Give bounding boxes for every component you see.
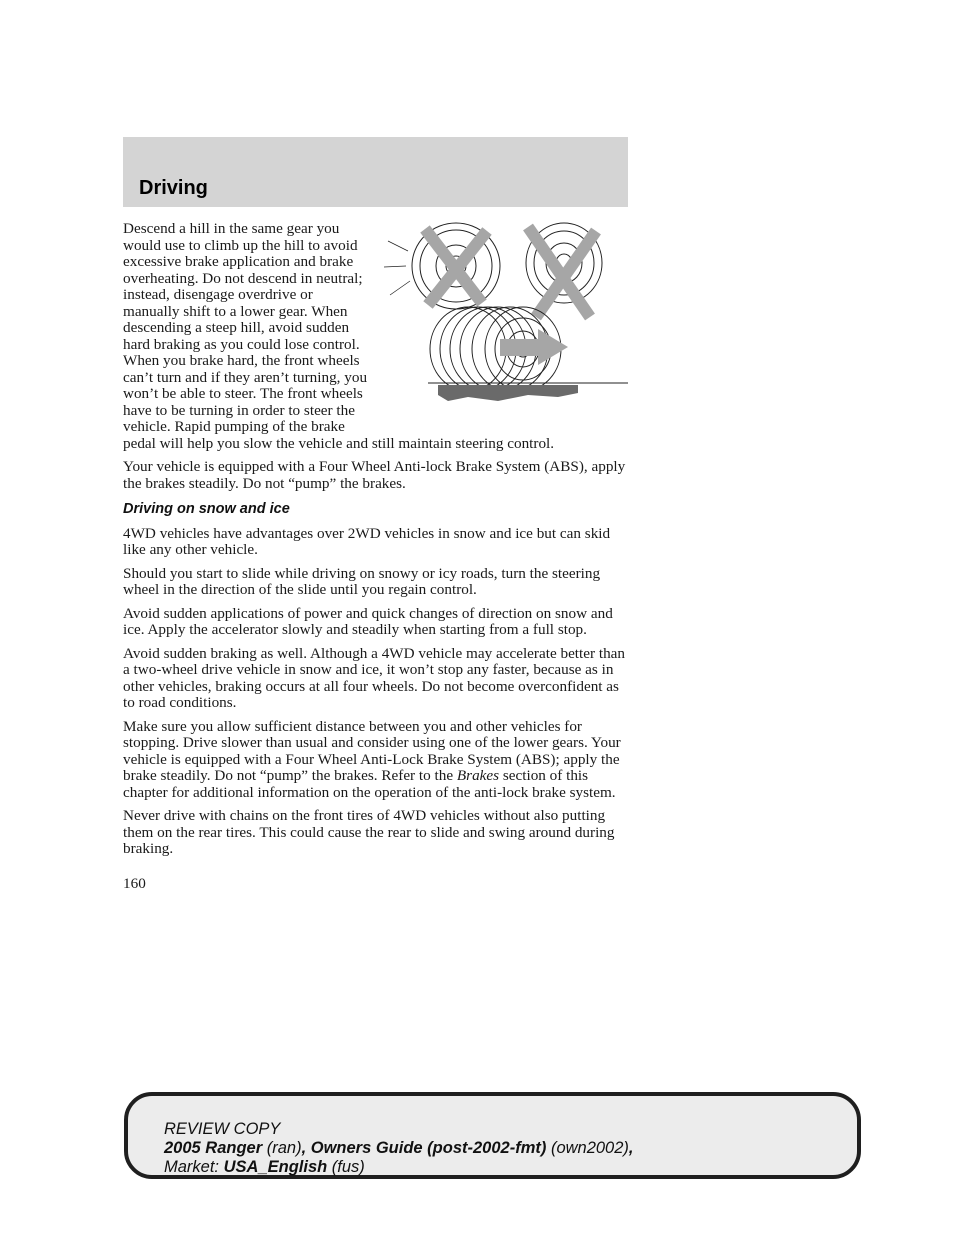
page-content: [123, 221, 628, 892]
paragraph-avoid-sudden-power: Avoid sudden applications of power and quick changes of direction on snow and ice. Apply the accelerator slowly and steadily when starting from a full stop.: [123, 604, 613, 638]
paragraph-stopping-distance: Make sure you allow sufficient distance between you and other vehicles for stopping. Drive slower than usual and consider using one of the lower gears. Your vehicle is equipped with a Four Wheel Anti-Lock Brake System (ABS); apply the brake steadily. Do not “pump” the brakes. Refer to the Brakes section of this chapter for additional information on the operation of the anti-lock brake system.: [123, 717, 621, 801]
x-mark-icon: [528, 227, 596, 317]
paragraph-descend-hill: Descend a hill in the same gear you would use to climb up the hill to avoid excessive brake application and brake overheating. Do not descend in neutral; instead, disengage overdrive or manually shift to a lower gear. When descending a steep hill, avoid sudden hard braking as you could lose control. When you brake hard, the front wheels can’t turn and if they aren’t turning, you won’t be able to steer. The front wheels have to be turning in order to steer the vehicle. Rapid pumping of the brake pedal will help you slow the vehicle and still maintain steering control.: [123, 220, 555, 452]
page-number: 160: [123, 874, 146, 892]
x-mark-icon: [425, 229, 487, 305]
wheel-braking-illustration: [378, 221, 628, 419]
section-title: Driving: [139, 177, 208, 199]
road-surface: [428, 383, 628, 401]
review-model-line: 2005 Ranger (ran), Owners Guide (post-2002-fmt) (own2002),: [164, 1139, 634, 1157]
subheading-snow-ice: Driving on snow and ice: [123, 501, 290, 517]
paragraph-abs: Your vehicle is equipped with a Four Wheel Anti-lock Brake System (ABS), apply the brakes steadily. Do not “pump” the brakes.: [123, 458, 626, 492]
section-header-band: [123, 137, 628, 207]
review-market-line: Market: USA_English (fus): [164, 1158, 365, 1176]
review-copy-box: [124, 1092, 861, 1179]
paragraph-avoid-sudden-braking: Avoid sudden braking as well. Although a 4WD vehicle may accelerate better than a two-wheel drive vehicle in snow and ice, it won’t stop any faster, because as in other vehicles, braking occurs at all four wheels. Do not become overconfident as to road conditions.: [123, 644, 625, 711]
paragraph-slide-steering: Should you start to slide while driving on snowy or icy roads, turn the steering wheel in the direction of the slide until you regain control.: [123, 564, 601, 598]
brakes-reference: Brakes: [456, 767, 500, 784]
paragraph-4wd-advantages: 4WD vehicles have advantages over 2WD vehicles in snow and ice but can skid like any other vehicle.: [123, 524, 611, 558]
review-copy-text: [164, 1120, 634, 1177]
review-copy-label: REVIEW COPY: [164, 1120, 281, 1138]
paragraph-chains: Never drive with chains on the front tires of 4WD vehicles without also putting them on the rear tires. This could cause the rear to slide and swing around during braking.: [123, 807, 615, 857]
